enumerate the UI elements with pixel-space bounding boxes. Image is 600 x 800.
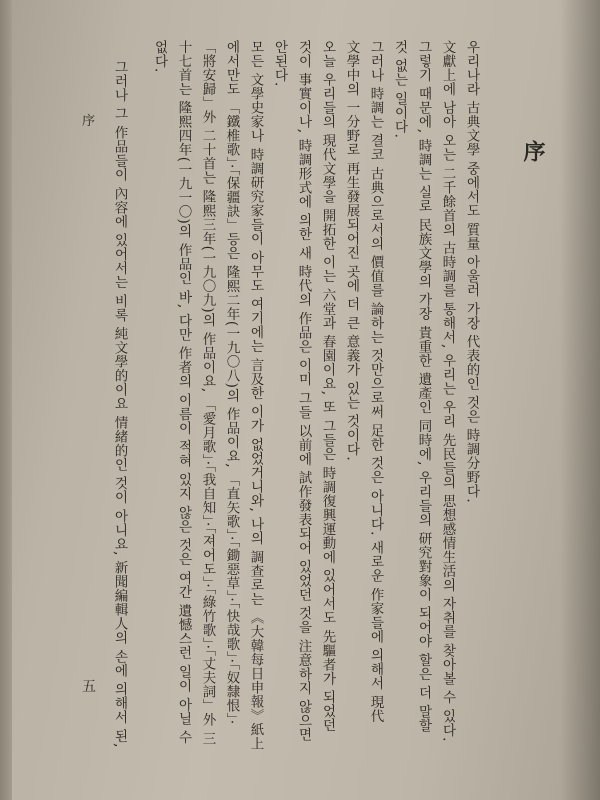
text-column: 것이 事實이나, 時調形式에 의한 새 時代의 作品은 이미 그들 以前에 試作發表되어 있었던 것을 注意하지 않으면 — [295, 40, 312, 742]
text-column: 그러나 時調는 결코 古典으로서의 價值를 論하는 것만으로써 足한 것은 아니다. 새로운 作家들에 의해서 現代 — [367, 40, 384, 724]
text-column: 우리나라 古典文學 중에서도 質量 아울러 가장 代表的인 것은 時調分野다. — [463, 40, 480, 504]
text-column: 그렇기 때문에, 時調는 실로 民族文學의 가장 貴重한 遺產인 同時에, 우리들의 研究對象이 되어야 할은 더 말할 — [415, 40, 432, 733]
running-head: 序 — [520, 140, 546, 162]
text-column: 오늘 우리들의 現代文學을 開拓한 이는 六堂과 春園이요, 또 그들은 時調復興運動에 있어서도 先驅者가 되었던 — [319, 40, 336, 733]
text-column: 모든 文學史家나 時調研究家들이 아무도 여기에는 言及한 이가 없었거니와, 나의 調查로는 《大韓每日申報》紙上 — [247, 40, 264, 751]
text-column: 없다. — [151, 40, 168, 73]
text-column: 「將安歸」外 二十首는 隆熙三年(一九〇九)의 作品이요, 「愛月歌」·「我自知」·「져어도」·「綠竹歌」·「丈夫詞」外 三 — [199, 40, 216, 746]
page-gutter — [0, 0, 12, 800]
text-column: 그러나 그 作品들이 內容에 있어서는 비록 純文學的이요 情緒的인 것이 아니요, 新聞編輯人의 손에 의해서 된, — [111, 60, 128, 748]
text-column: 에서만도 「鐵椎歌」·「保疆訣」등은 隆熙二年(一九〇八)의 作品이요, 「直矢歌」·「鋤惡草」·「快哉歌」·「奴隸恨」· — [223, 40, 240, 725]
text-column: 안된다. — [271, 40, 288, 87]
text-column: 文獻上에 남아 오는 二千餘首의 古時調를 통해서, 우리는 우리 先民들의 思想感情生活의 자취를 찾아볼 수 있다. — [439, 40, 456, 742]
text-column: 文學中의 一分野로 再生發展되어진 곳에 더 큰 意義가 있는 것이다. — [343, 40, 360, 462]
text-column: 十七首는 隆熙四年(一九一〇)의 作品인 바, 다만 作者의 이름이 적혀 있지 않은 것은 여간 遺憾스런 일이 아닐 수 — [175, 40, 192, 745]
text-column: 것 없는 일이다. — [391, 40, 408, 139]
section-mark: 序 — [82, 114, 96, 129]
page-number: 五 — [82, 679, 96, 695]
